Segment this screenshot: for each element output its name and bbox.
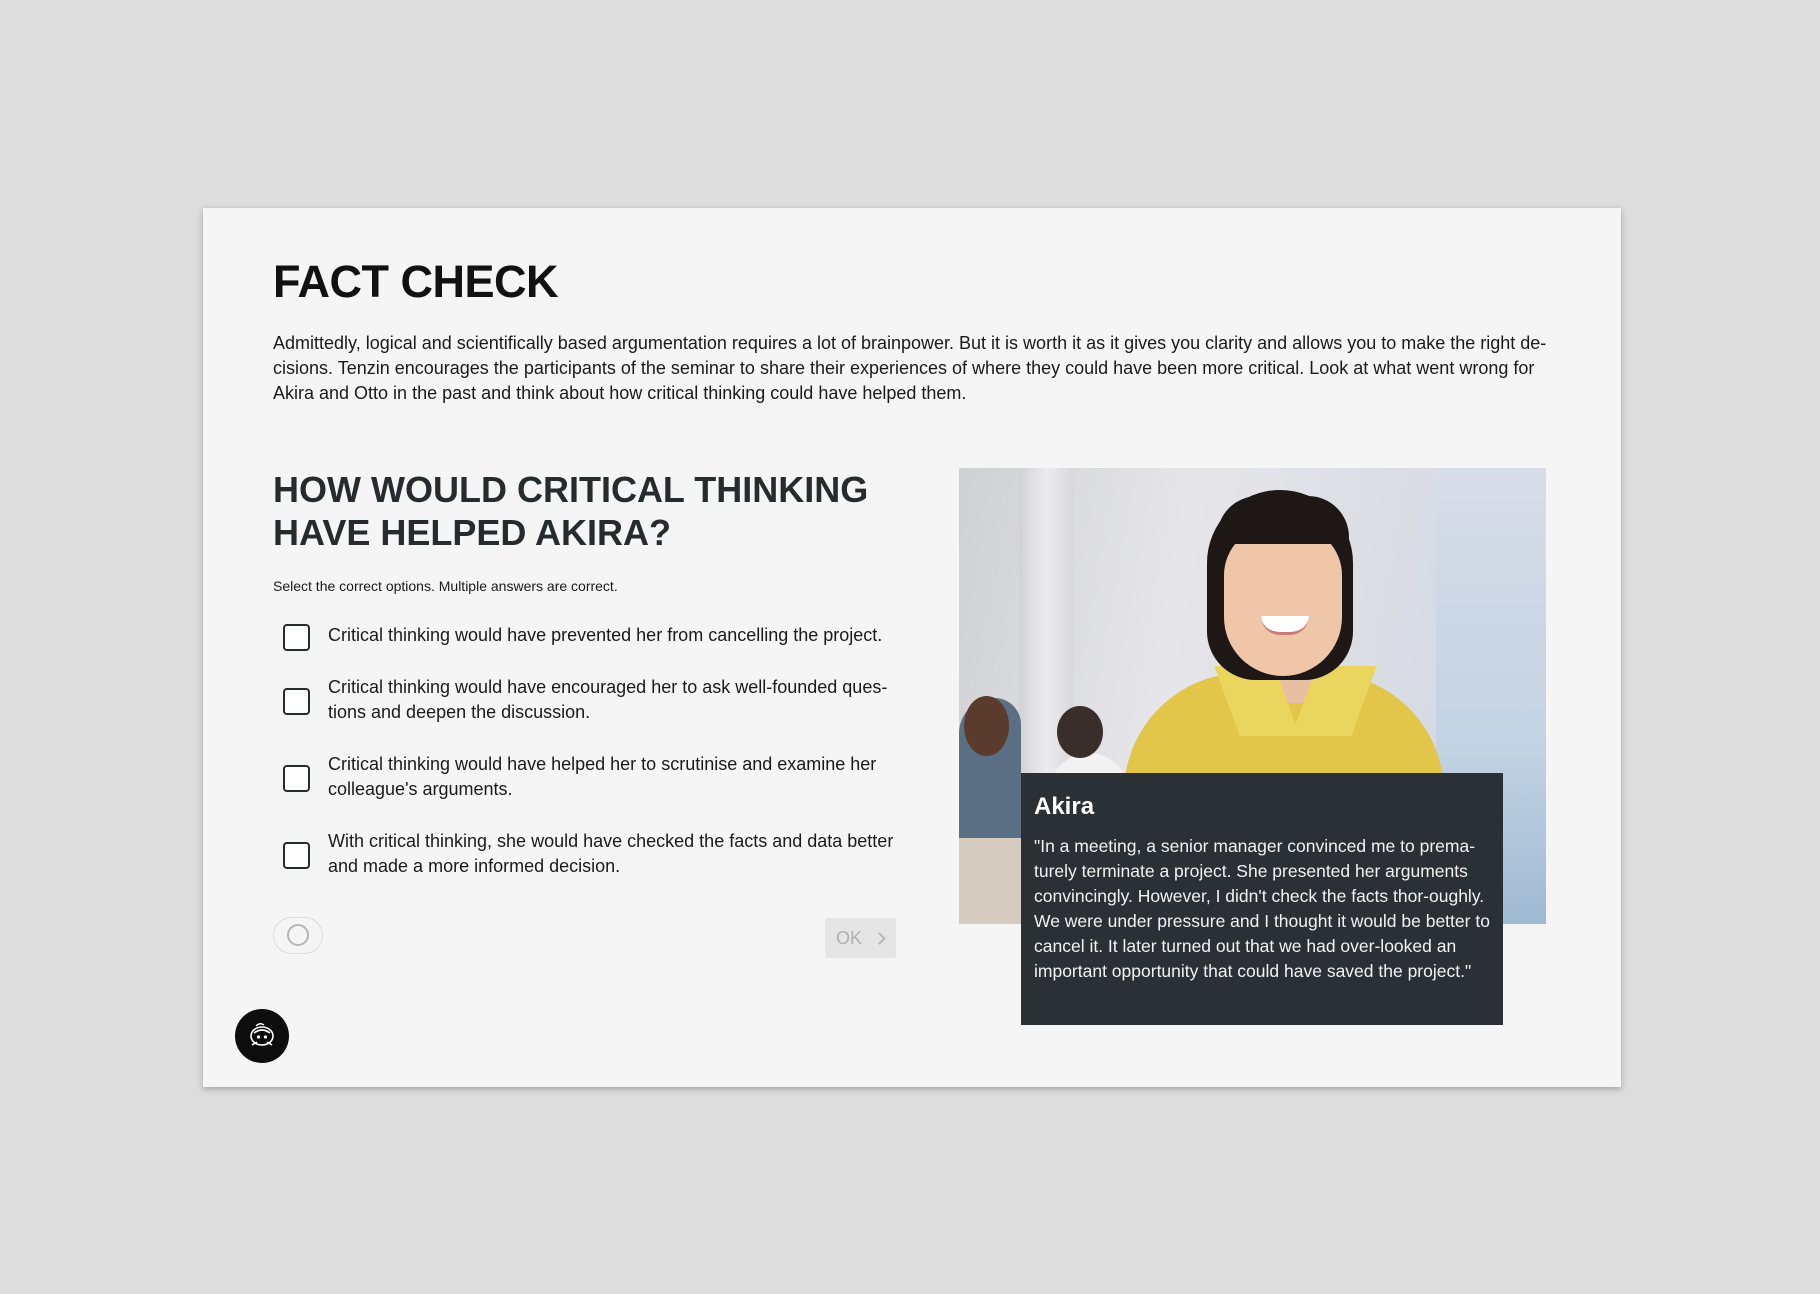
answer-checkbox-4[interactable] [283,842,310,869]
ok-button-label: OK [836,928,863,948]
ok-button[interactable] [825,918,896,958]
circle-icon [287,924,309,946]
reset-button[interactable] [273,917,323,954]
chevron-right-icon [873,932,886,945]
quote-box [1021,773,1503,1025]
slide-card [203,208,1621,1087]
answer-option-label: Critical thinking would have helped her to scrutinise and examine her colleague's arguments. [328,754,877,799]
question-instructions: Select the correct options. Multiple answers are correct. [273,578,618,594]
page-title: FACT CHECK [273,256,558,307]
question-title: HOW WOULD CRITICAL THINKING HAVE HELPED AKIRA? [273,469,869,553]
answer-option-label: Critical thinking would have prevented her from cancelling the project. [328,625,883,645]
answer-option-label: Critical thinking would have encouraged her to ask well-founded ques-tions and deepen the discussion. [328,677,888,722]
quote-text: "In a meeting, a senior manager convinced me to prema-turely terminate a project. She presented her arguments convincingly. However, I didn't check the facts thor-oughly. We were under pressure and I thought it would be better to cancel it. It later turned out that we had over-looked an important opportunity that could have saved the project." [1034,836,1490,981]
answer-checkbox-1[interactable] [283,624,310,651]
quote-speaker-name: Akira [1034,793,1095,820]
answer-checkbox-3[interactable] [283,765,310,792]
answer-option-label: With critical thinking, she would have checked the facts and data better and made a more informed decision. [328,831,894,876]
answer-checkbox-2[interactable] [283,688,310,715]
assistant-button[interactable] [235,1009,289,1063]
assistant-avatar-icon [244,1018,280,1054]
intro-paragraph: Admittedly, logical and scientifically based argumentation requires a lot of brainpower. But it is worth it as it gives you clarity and allows you to make the right de-cisions. Tenzin encourages the participants of the seminar to share their experiences of where they could have been more critical. Look at what went wrong for Akira and Otto in the past and think about how critical thinking could have helped them. [273,333,1547,403]
